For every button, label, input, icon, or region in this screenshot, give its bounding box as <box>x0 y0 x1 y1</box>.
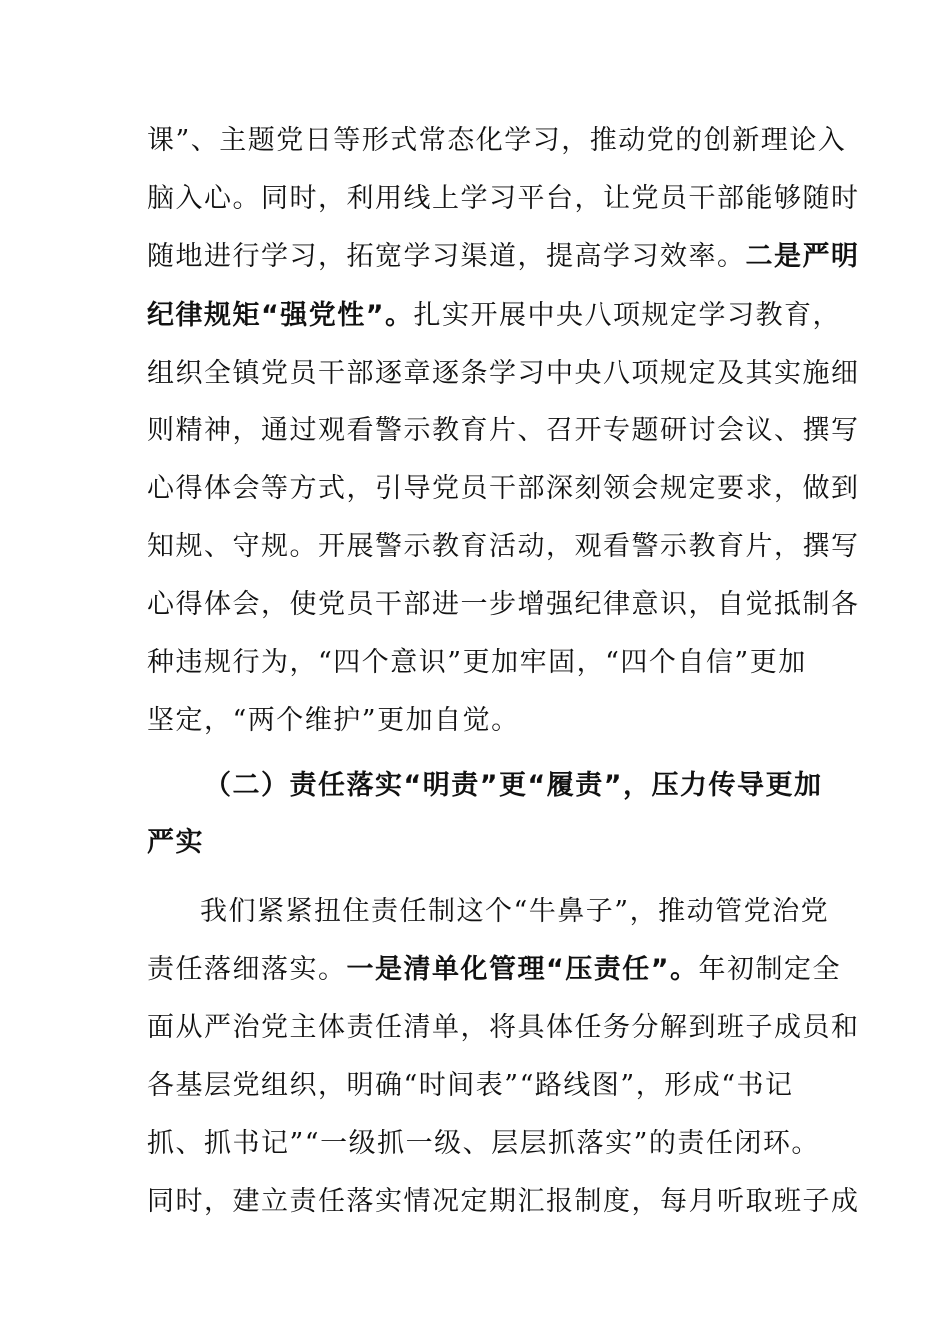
bold-text-run: 一是清单化管理“压责任”。 <box>346 954 699 985</box>
body-text-run: 扎实开展中央八项规定学习教育， <box>413 300 841 331</box>
body-text-line: 抓、抓书记”“一级抓一级、层层抓落实”的责任闭环。 <box>147 1128 820 1159</box>
body-text-line: 各基层党组织，明确“时间表”“路线图”，形成“书记 <box>147 1070 794 1101</box>
bold-text-run: 纪律规矩“强党性”。 <box>147 300 414 331</box>
body-text-line <box>147 287 841 345</box>
section-heading-line: （二）责任落实“明责”更“履责”，压力传导更加 <box>204 770 823 801</box>
body-text-line: 心得体会等方式，引导党员干部深刻领会规定要求，做到 <box>147 473 860 504</box>
body-text-line <box>147 228 860 286</box>
body-text-run: 责任落细落实。 <box>147 954 347 985</box>
body-text-line: 组织全镇党员干部逐章逐条学习中央八项规定及其实施细 <box>147 358 860 389</box>
body-text-run: 年初制定全 <box>698 954 841 985</box>
section-heading-line: 严实 <box>147 827 204 858</box>
body-text-line: 种违规行为，“四个意识”更加牢固，“四个自信”更加 <box>147 647 807 678</box>
section-heading <box>147 757 823 815</box>
body-text-line: 心得体会，使党员干部进一步增强纪律意识，自觉抵制各 <box>147 589 860 620</box>
body-text-line: 坚定，“两个维护”更加自觉。 <box>147 705 520 736</box>
body-text-line: 面从严治党主体责任清单，将具体任务分解到班子成员和 <box>147 1012 860 1043</box>
body-text-line: 脑入心。同时，利用线上学习平台，让党员干部能够随时 <box>147 183 860 214</box>
body-text-line: 我们紧紧扭住责任制这个“牛鼻子”，推动管党治党 <box>200 896 830 927</box>
bold-text-run: 二是严明 <box>745 241 860 272</box>
section-heading <box>147 814 787 872</box>
body-text-line <box>147 941 841 999</box>
body-text-line: 课”、主题党日等形式常态化学习，推动党的创新理论入 <box>147 125 847 156</box>
body-text-line: 同时，建立责任落实情况定期汇报制度，每月听取班子成 <box>147 1186 860 1217</box>
body-text-line: 知规、守规。开展警示教育活动，观看警示教育片，撰写 <box>147 531 860 562</box>
body-text-line: 则精神，通过观看警示教育片、召开专题研讨会议、撰写 <box>147 415 860 446</box>
body-text-run: 随地进行学习，拓宽学习渠道，提高学习效率。 <box>147 241 746 272</box>
